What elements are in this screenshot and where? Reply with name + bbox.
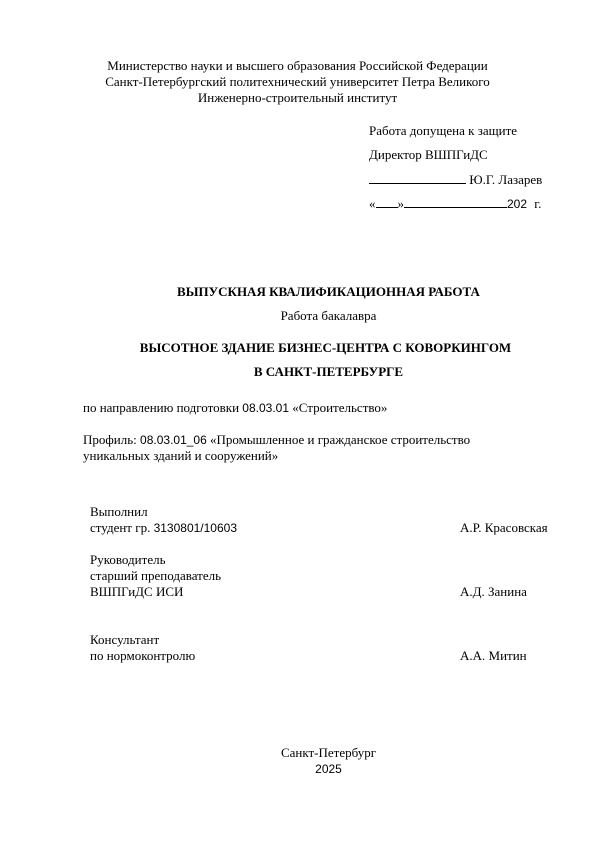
topic-line-2: В САНКТ-ПЕТЕРБУРГЕ xyxy=(253,364,404,379)
ministry-line: Министерство науки и высшего образования Российской Федерации xyxy=(107,58,488,73)
performer-detail xyxy=(90,520,237,536)
performer-detail-prefix: студент гр. xyxy=(90,520,151,535)
profile-code: 08.03.01_06 xyxy=(140,433,207,447)
work-type-title: ВЫПУСКНАЯ КВАЛИФИКАЦИОННАЯ РАБОТА xyxy=(177,284,480,299)
supervisor-role: Руководитель xyxy=(90,552,166,567)
consultant-name: А.А. Митин xyxy=(460,648,527,663)
direction-line xyxy=(83,400,387,416)
consultant-detail: по нормоконтролю xyxy=(90,648,196,663)
signature-line xyxy=(369,171,466,184)
consultant-role: Консультант xyxy=(90,632,160,647)
supervisor-detail-1: старший преподаватель xyxy=(90,568,222,583)
topic-line-1: ВЫСОТНОЕ ЗДАНИЕ БИЗНЕС-ЦЕНТРА С КОВОРКИНГОМ xyxy=(139,340,512,355)
profile-line-1 xyxy=(83,432,470,448)
supervisor-detail-2: ВШПГиДС ИСИ xyxy=(90,584,184,599)
approval-year-suffix: г. xyxy=(534,196,542,211)
approval-name: Ю.Г. Лазарев xyxy=(469,172,543,187)
footer-city: Санкт-Петербург xyxy=(280,745,377,760)
date-close-quote: » xyxy=(397,196,404,211)
direction-prefix: по направлению подготовки xyxy=(83,400,240,415)
performer-group: 3130801/10603 xyxy=(153,521,237,535)
footer-year: 2025 xyxy=(315,762,342,776)
approval-year: 202 xyxy=(507,197,528,211)
profile-name-1: «Промышленное и гражданское строительство xyxy=(210,432,471,447)
approval-position: Директор ВШПГиДС xyxy=(369,147,488,162)
degree-label: Работа бакалавра xyxy=(280,308,377,323)
performer-role: Выполнил xyxy=(90,504,148,519)
profile-prefix: Профиль: xyxy=(83,432,137,447)
performer-name: А.Р. Красовская xyxy=(460,520,548,535)
approval-admitted: Работа допущена к защите xyxy=(369,123,518,138)
approval-signature-row xyxy=(369,171,542,188)
institute-line: Инженерно-строительный институт xyxy=(197,90,398,105)
approval-date-row xyxy=(369,195,541,212)
profile-line-2: уникальных зданий и сооружений» xyxy=(83,448,279,463)
direction-code: 08.03.01 xyxy=(242,401,290,415)
date-open-quote: « xyxy=(369,196,376,211)
direction-name: «Строительство» xyxy=(292,400,388,415)
supervisor-name: А.Д. Занина xyxy=(460,584,527,599)
university-line: Санкт-Петербургский политехнический университет Петра Великого xyxy=(105,74,490,89)
day-line xyxy=(376,195,398,208)
month-line xyxy=(404,195,507,208)
